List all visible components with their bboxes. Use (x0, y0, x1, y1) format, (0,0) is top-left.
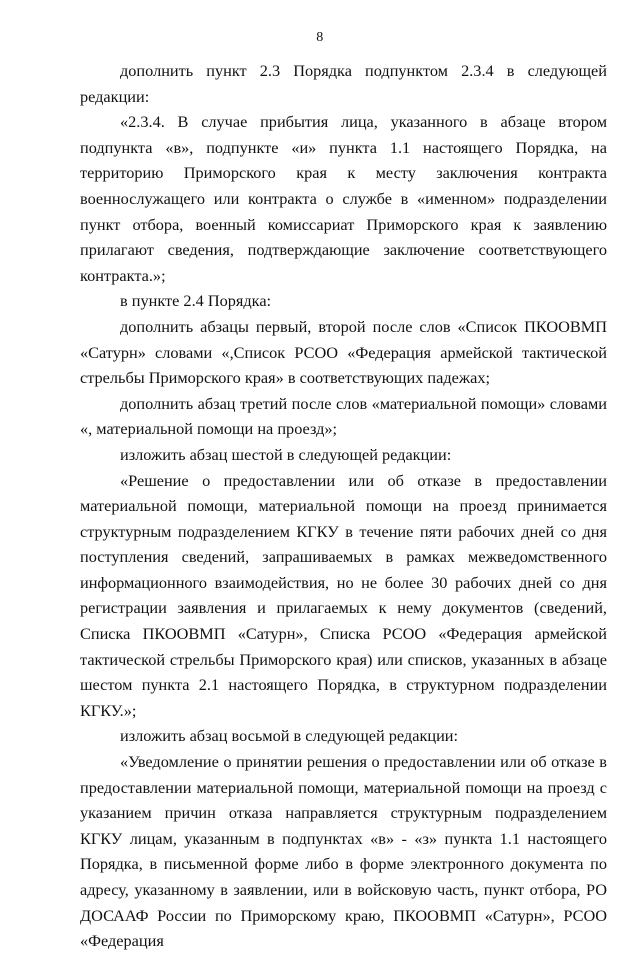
paragraph-amend-2-3: дополнить пункт 2.3 Порядка подпунктом 2.3.4 в следующей редакции: (80, 61, 607, 106)
document-body (80, 58, 607, 954)
paragraph-restate-sixth-intro: изложить абзац шестой в следующей редакции: (120, 444, 452, 464)
paragraph-amend-first-second: дополнить абзацы первый, второй после слов «Список ПКООВМП «Сатурн» словами «,Список РСОО «Федерация армейской тактической стрельбы Приморского края» в соответствующих падежах; (80, 316, 607, 388)
paragraph-restate-eighth-intro: изложить абзац восьмой в следующей редакции: (120, 726, 459, 746)
paragraph-decision-text: «Решение о предоставлении или об отказе в предоставлении материальной помощи, материальной помощи на проезд принимается структурным подразделением КГКУ в течение пяти рабочих дней со дня поступления сведений, запрашиваемых в рамках межведомственного информационного взаимодействия, но не более 30 рабочих дней со дня регистрации заявления и прилагаемых к нему документов (сведений, Списка ПКООВМП «Сатурн», Списка РСОО «Федерация армейской тактической стрельбы Приморского края) или списков, указанных в абзаце шестом пункта 2.1 настоящего Порядка, в структурном подразделении КГКУ.»; (80, 470, 607, 720)
page-number: 8 (316, 30, 324, 45)
paragraph-2-3-4-text: «2.3.4. В случае прибытия лица, указанного в абзаце втором подпункта «в», подпункте «и» пункта 1.1 настоящего Порядка, на территорию Приморского края к месту заключения контракта военнослужащего или контракта о службе в «именном» подразделении пункт отбора, военный комиссариат Приморского края к заявлению прилагают сведения, подтверждающие заключение соответствующего контракта.»; (80, 112, 607, 285)
paragraph-amend-third: дополнить абзац третий после слов «материальной помощи» словами «, материальной помощи на проезд»; (80, 393, 607, 439)
paragraph-point-2-4-intro: в пункте 2.4 Порядка: (120, 291, 272, 311)
paragraph-notification-text: «Уведомление о принятии решения о предоставлении или об отказе в предоставлении материальной помощи, материальной помощи на проезд с указанием причин отказа направляется структурным подразделением КГКУ лицам, указанным в подпунктах «в» - «з» пункта 1.1 настоящего Порядка, в письменной форме либо в форме электронного документа по адресу, указанному в заявлении, или в войсковую часть, пункт отбора, РО ДОСААФ России по Приморскому краю, ПКООВМП «Сатурн», РСОО «Федерация (80, 752, 607, 951)
